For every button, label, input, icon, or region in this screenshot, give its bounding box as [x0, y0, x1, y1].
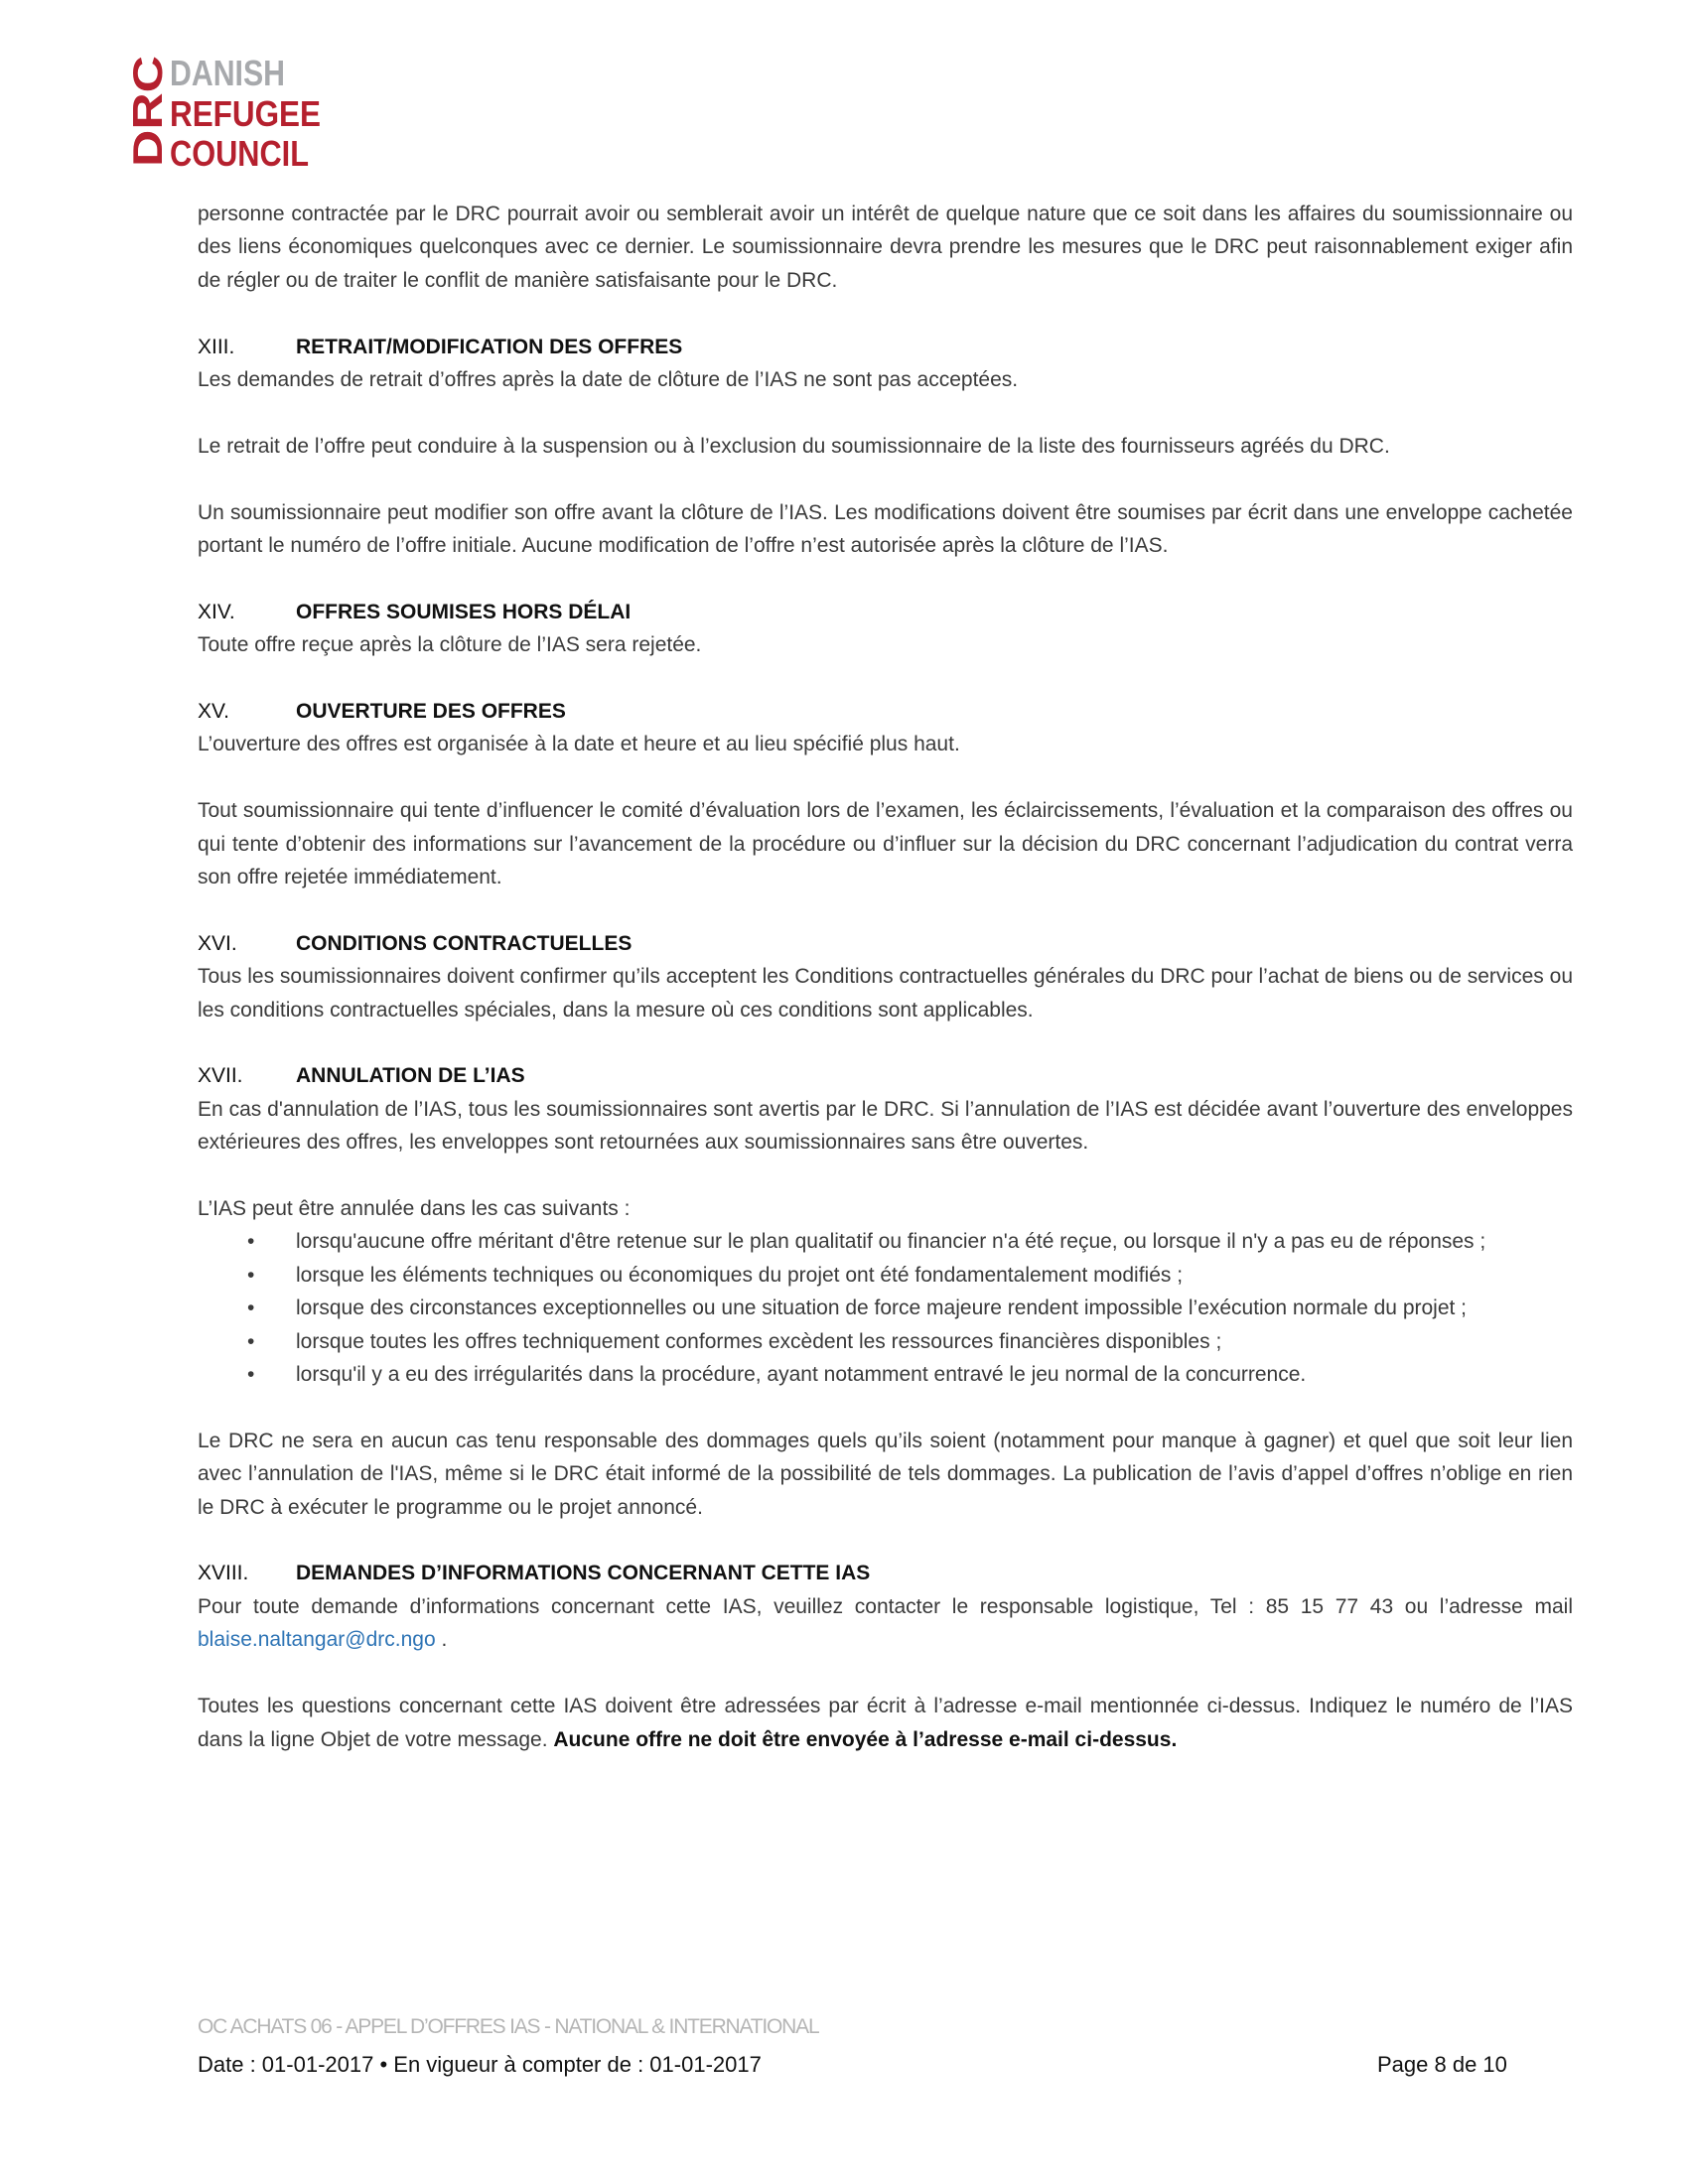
bullet-icon: •	[247, 1230, 255, 1254]
bullet-icon: •	[247, 1363, 255, 1387]
section-heading-xv	[198, 695, 1573, 728]
section-number: XVII.	[198, 1064, 243, 1088]
footer-doc-ref: OC ACHATS 06 - APPEL D’OFFRES IAS - NATIONAL & INTERNATIONAL	[198, 2015, 819, 2038]
email-link[interactable]: blaise.naltangar@drc.ngo	[198, 1628, 436, 1652]
text: Toutes les questions concernant cette IAS doivent être adressées par écrit à l’adresse e-mail mentionnée ci-dessus. Indiquez le numéro de l’IAS dans la ligne Objet de votre message.	[198, 1695, 1573, 1751]
section-heading-xiii	[198, 331, 1573, 363]
section-number: XV.	[198, 700, 229, 724]
paragraph: L’IAS peut être annulée dans les cas suivants :	[198, 1197, 631, 1221]
list-item-text: lorsqu'aucune offre méritant d'être retenue sur le plan qualitatif ou financier n'a été reçue, ou lorsque il n'y a pas eu de réponses ;	[296, 1230, 1486, 1254]
section-title: RETRAIT/MODIFICATION DES OFFRES	[296, 335, 683, 358]
cancellation-cases-list	[198, 1225, 1573, 1391]
section-heading-xviii	[198, 1557, 1573, 1589]
section-heading-xiv	[198, 596, 1573, 628]
drc-logo	[124, 50, 341, 174]
bullet-icon: •	[247, 1329, 255, 1353]
list-item	[198, 1259, 1573, 1292]
section-number: XIV.	[198, 600, 235, 623]
paragraph: En cas d'annulation de l’IAS, tous les soumissionnaires sont avertis par le DRC. Si l’annulation de l’IAS est décidée avant l’ouverture des enveloppes extérieures des offres, les enveloppes sont retournées aux soumissionnaires sans être ouvertes.	[198, 1097, 1573, 1155]
text: .	[435, 1628, 448, 1652]
paragraph	[198, 1690, 1573, 1756]
document-body	[198, 198, 1573, 1789]
paragraph: Toute offre reçue après la clôture de l’IAS sera rejetée.	[198, 633, 702, 657]
list-item-text: lorsque toutes les offres techniquement conformes excèdent les ressources financières disponibles ;	[296, 1329, 1222, 1353]
svg-text:REFUGEE: REFUGEE	[170, 93, 321, 134]
paragraph: Les demandes de retrait d’offres après la date de clôture de l’IAS ne sont pas acceptées.	[198, 368, 1019, 392]
paragraph: Tout soumissionnaire qui tente d’influencer le comité d’évaluation lors de l’examen, les éclaircissements, l’évaluation et la comparaison des offres ou qui tente d’obtenir des informations sur l’avancement de la procédure ou d’influer sur la décision du DRC concernant l’adjudication du contrat verra son offre rejetée immédiatement.	[198, 799, 1573, 889]
bold-warning: Aucune offre ne doit être envoyée à l’adresse e-mail ci-dessus.	[553, 1727, 1178, 1751]
intro-paragraph: personne contractée par le DRC pourrait avoir ou semblerait avoir un intérêt de quelque nature que ce soit dans les affaires du soumissionnaire ou des liens économiques quelconques avec ce dernier. Le soumissionnaire devra prendre les mesures que le DRC peut raisonnablement exiger afin de régler ou de traiter le conflit de manière satisfaisante pour le DRC.	[198, 203, 1573, 292]
section-title: CONDITIONS CONTRACTUELLES	[296, 931, 633, 955]
svg-text:DANISH: DANISH	[170, 53, 285, 93]
paragraph: Tous les soumissionnaires doivent confirmer qu’ils acceptent les Conditions contractuelles générales du DRC pour l’achat de biens ou de services ou les conditions contractuelles spéciales, dans la mesure où ces conditions sont applicables.	[198, 965, 1573, 1022]
footer-page-number: Page 8 de 10	[1377, 2052, 1507, 2077]
paragraph: Le DRC ne sera en aucun cas tenu responsable des dommages quels qu’ils soient (notamment pour manque à gagner) et quel que soit leur lien avec l’annulation de l'IAS, même si le DRC était informé de la possibilité de tels dommages. La publication de l’avis d’appel d’offres n’oblige en rien le DRC à exécuter le programme ou le projet annoncé.	[198, 1429, 1573, 1519]
list-item	[198, 1225, 1573, 1258]
list-item	[198, 1292, 1573, 1324]
list-item-text: lorsqu'il y a eu des irrégularités dans la procédure, ayant notamment entravé le jeu normal de la concurrence.	[296, 1363, 1307, 1387]
paragraph: Un soumissionnaire peut modifier son offre avant la clôture de l’IAS. Les modifications doivent être soumises par écrit dans une enveloppe cachetée portant le numéro de l’offre initiale. Aucune modification de l’offre n’est autorisée après la clôture de l’IAS.	[198, 500, 1573, 558]
footer-dates: Date : 01-01-2017 • En vigueur à compter de : 01-01-2017	[198, 2052, 762, 2077]
section-title: OFFRES SOUMISES HORS DÉLAI	[296, 600, 632, 623]
section-number: XIII.	[198, 335, 235, 358]
bullet-icon: •	[247, 1263, 255, 1287]
section-heading-xvii	[198, 1059, 1573, 1092]
list-item-text: lorsque des circonstances exceptionnelles ou une situation de force majeure rendent impossible l’exécution normale du projet ;	[296, 1297, 1468, 1320]
paragraph: Le retrait de l’offre peut conduire à la suspension ou à l’exclusion du soumissionnaire de la liste des fournisseurs agréés du DRC.	[198, 434, 1390, 458]
text: Pour toute demande d’informations concernant cette IAS, veuillez contacter le responsable logistique, Tel : 85 15 77 43 ou l’adresse mail	[198, 1594, 1573, 1618]
paragraph: L’ouverture des offres est organisée à la date et heure et au lieu spécifié plus haut.	[198, 733, 960, 756]
section-title: ANNULATION DE L’IAS	[296, 1064, 525, 1088]
svg-text:COUNCIL: COUNCIL	[170, 133, 309, 174]
section-number: XVI.	[198, 931, 237, 955]
section-title: DEMANDES D’INFORMATIONS CONCERNANT CETTE IAS	[296, 1562, 871, 1585]
section-number: XVIII.	[198, 1562, 249, 1585]
paragraph	[198, 1590, 1573, 1657]
section-heading-xvi	[198, 927, 1573, 960]
bullet-icon: •	[247, 1297, 255, 1320]
svg-text:DRC: DRC	[124, 76, 171, 167]
section-title: OUVERTURE DES OFFRES	[296, 700, 566, 724]
list-item	[198, 1358, 1573, 1391]
list-item-text: lorsque les éléments techniques ou économiques du projet ont été fondamentalement modifiés ;	[296, 1263, 1184, 1287]
list-item	[198, 1325, 1573, 1358]
